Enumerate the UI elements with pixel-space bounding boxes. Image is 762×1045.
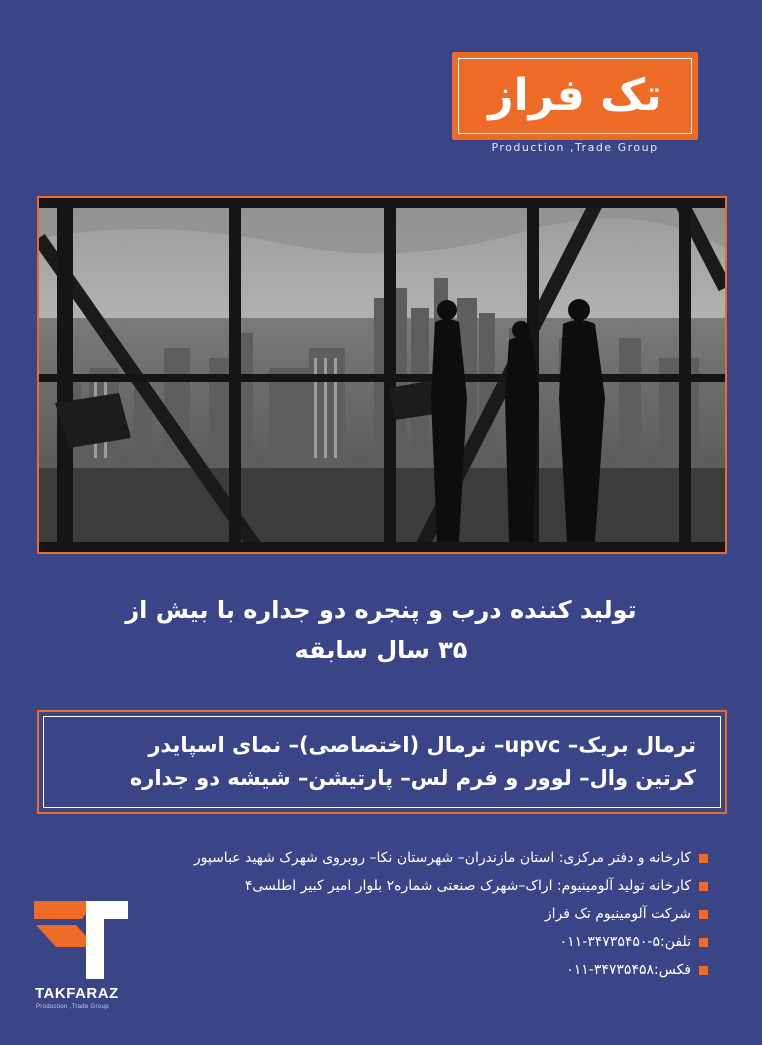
contact-item-company (148, 900, 708, 928)
headline-line-1: تولید کننده درب و پنجره دو جداره با بیش از (125, 596, 637, 624)
contact-text: تلفن:۵-۳۴۷۳۵۴۵۰-۰۱۱ (559, 934, 691, 950)
contact-text: فکس:۳۴۷۳۵۴۵۸-۰۱۱ (566, 962, 691, 978)
bullet-icon (699, 854, 708, 863)
products-line-1: ترمال بریک– upvc– نرمال (اختصاصی)– نمای اسپایدر (148, 733, 696, 757)
contact-text: کارخانه و دفتر مرکزی: استان مازندران– شهرستان نکا– روبروی شهرک شهید عباسپور (193, 850, 691, 866)
logo-tagline: Production ,Trade Group (491, 141, 659, 154)
headline (40, 590, 722, 670)
products-box (37, 710, 727, 814)
logo-frame (458, 58, 692, 134)
products-line-2: کرتین وال– لوور و فرم لس– پارتیشن– شیشه دو جداره (129, 766, 696, 790)
contact-text: شرکت آلومینیوم تک فراز (544, 906, 691, 922)
bullet-icon (699, 938, 708, 947)
contact-text: کارخانه تولید آلومینیوم: اراک–شهرک صنعتی شماره۲ بلوار امیر کبیر اطلسی۴ (244, 878, 691, 894)
headline-line-2: ۳۵ سال سابقه (294, 636, 468, 664)
contact-list (148, 844, 708, 984)
city-skyline-image (39, 198, 725, 552)
products-box-inner (43, 716, 721, 808)
contact-item-factory (148, 872, 708, 900)
logo-badge (452, 52, 698, 140)
contact-item-fax (148, 956, 708, 984)
contact-item-head-office (148, 844, 708, 872)
bullet-icon (699, 966, 708, 975)
takfaraz-logo-icon (34, 895, 130, 979)
bullet-icon (699, 910, 708, 919)
brand-name: TAKFARAZ (35, 985, 119, 1002)
logo-text: تک فراز (488, 70, 662, 121)
brand-tagline: Production ,Trade Group (36, 1004, 109, 1010)
hero-photo (37, 196, 727, 554)
contact-item-phone (148, 928, 708, 956)
bullet-icon (699, 882, 708, 891)
